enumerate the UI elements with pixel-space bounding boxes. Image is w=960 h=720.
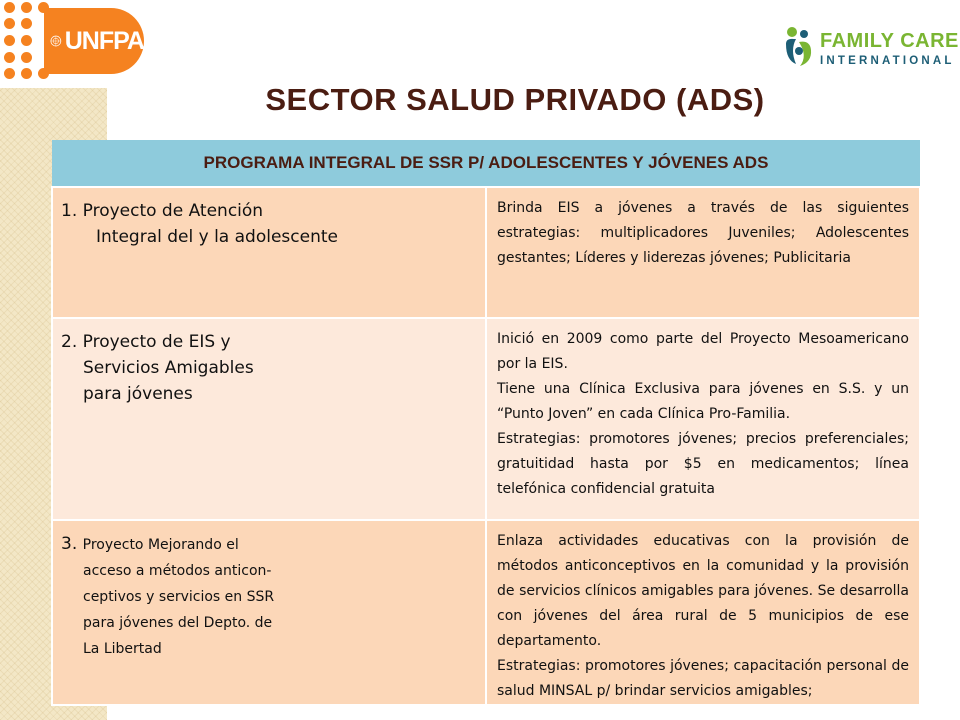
- logo-dot: [4, 18, 15, 29]
- slide-title: SECTOR SALUD PRIVADO (ADS): [265, 82, 765, 117]
- project-name-line: acceso a métodos anticon-: [83, 563, 272, 579]
- logo-dot: [21, 35, 32, 46]
- project-name-cell: [52, 520, 486, 705]
- description-paragraph: Estrategias: promotores jóvenes; capacitación personal de salud MINSAL p/ brindar servicios amigables;: [497, 658, 909, 699]
- logo-dot: [21, 52, 32, 63]
- logo-dot: [21, 68, 32, 79]
- unfpa-badge: [44, 8, 144, 74]
- project-name-line: Proyecto Mejorando el: [82, 537, 239, 553]
- project-number: 3.: [61, 534, 78, 554]
- family-figure-icon: [782, 24, 816, 70]
- project-name-line: para jóvenes: [83, 384, 193, 404]
- description-paragraph: Enlaza actividades educativas con la provisión de métodos anticonceptivos en la comunidad y la provisión de servicios clínicos amigables para jóvenes. Se desarrolla con jóvenes del área rural de 5 municipios de ese departamento.: [497, 533, 909, 649]
- un-emblem-icon: [50, 28, 62, 54]
- logo-dot: [21, 18, 32, 29]
- logo-dot: [4, 35, 15, 46]
- project-name-line: 1. Proyecto de Atención: [61, 201, 264, 221]
- fci-wordmark-top: FAMILY CARE: [820, 30, 959, 52]
- table-header-row: [52, 140, 920, 187]
- logo-dot: [4, 2, 15, 13]
- project-name-line: 2. Proyecto de EIS y: [61, 332, 231, 352]
- unfpa-wordmark: UNFPA: [64, 26, 144, 55]
- family-care-international-logo: [782, 24, 957, 74]
- project-name-line: Integral del y la adolescente: [96, 227, 338, 247]
- project-description-cell: [486, 318, 920, 520]
- logo-dot: [4, 68, 15, 79]
- project-name-cell: [52, 318, 486, 520]
- project-description-cell: [486, 187, 920, 318]
- table-row: [52, 187, 920, 318]
- fci-wordmark-bottom: INTERNATIONAL: [820, 55, 955, 67]
- description-paragraph: Brinda EIS a jóvenes a través de las siguientes estrategias: multiplicadores Juveniles; Adolescentes gestantes; Líderes y liderezas jóvenes; Publicitaria: [497, 200, 909, 266]
- table-row: [52, 318, 920, 520]
- program-table: [51, 140, 921, 706]
- project-name-line: ceptivos y servicios en SSR: [83, 589, 275, 605]
- table-header: PROGRAMA INTEGRAL DE SSR P/ ADOLESCENTES Y JÓVENES ADS: [52, 140, 920, 187]
- description-paragraph: Inició en 2009 como parte del Proyecto Mesoamericano por la EIS.: [497, 331, 909, 372]
- project-name-cell: [52, 187, 486, 318]
- unfpa-dots: [4, 2, 48, 80]
- logo-dot: [4, 52, 15, 63]
- description-paragraph: Tiene una Clínica Exclusiva para jóvenes en S.S. y un “Punto Joven” en cada Clínica Pro-Familia.: [497, 381, 909, 422]
- logo-dot: [21, 2, 32, 13]
- project-description-cell: [486, 520, 920, 705]
- description-paragraph: Estrategias: promotores jóvenes; precios preferenciales; gratuitidad hasta por $5 en medicamentos; línea telefónica confidencial gratuita: [497, 431, 909, 497]
- unfpa-logo: [0, 0, 145, 82]
- project-name-line: La Libertad: [83, 641, 162, 657]
- project-name-line: Servicios Amigables: [83, 358, 254, 378]
- project-name-line: para jóvenes del Depto. de: [83, 615, 273, 631]
- table-row: [52, 520, 920, 705]
